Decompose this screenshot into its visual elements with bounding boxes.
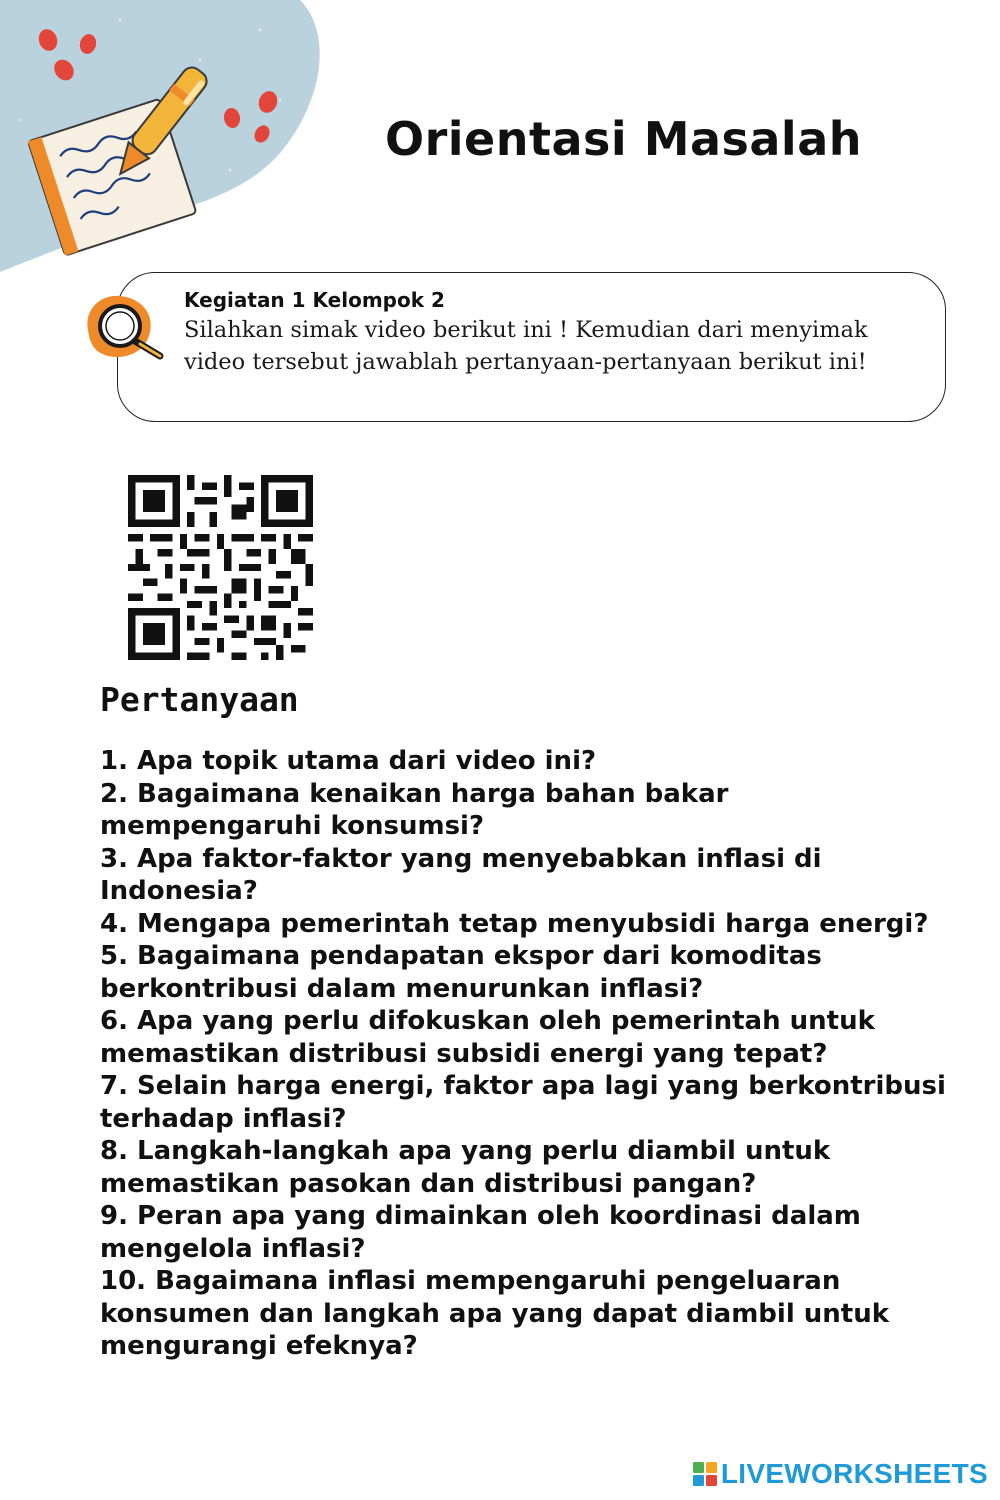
question-item: 4. Mengapa pemerintah tetap menyubsidi harga energi? [100, 908, 929, 939]
question-item: 1. Apa topik utama dari video ini? [100, 746, 597, 776]
activity-instructions: Silahkan simak video berikut ini ! Kemudian dari menyimak video tersebut jawablah pertanyaan-pertanyaan berikut ini! [184, 317, 868, 375]
brand-name: LIVEWORKSHEETS [720, 1458, 988, 1489]
questions-heading: Pertanyaan [100, 680, 299, 719]
question-item: 2. Bagaimana kenaikan harga bahan bakar mempengaruhi konsumsi? [100, 778, 729, 841]
magnifier-icon [80, 290, 175, 365]
question-item: 6. Apa yang perlu difokuskan oleh pemerintah untuk memastikan distribusi subsidi energi yang tepat? [100, 1006, 875, 1069]
question-item: 9. Peran apa yang dimainkan oleh koordinasi dalam mengelola inflasi? [100, 1201, 861, 1264]
question-item: 3. Apa faktor-faktor yang menyebabkan inflasi di Indonesia? [100, 843, 822, 906]
liveworksheets-logo-icon [693, 1462, 717, 1486]
question-item: 8. Langkah-langkah apa yang perlu diambil untuk memastikan pasokan dan distribusi pangan? [100, 1136, 831, 1199]
question-item: 10. Bagaimana inflasi mempengaruhi pengeluaran konsumen dan langkah apa yang dapat diambil untuk mengurangi efeknya? [100, 1266, 890, 1361]
question-item: 7. Selain harga energi, faktor apa lagi yang berkontribusi terhadap inflasi? [100, 1071, 946, 1134]
question-item: 5. Bagaimana pendapatan ekspor dari komoditas berkontribusi dalam menurunkan inflasi? [100, 941, 822, 1004]
questions-list [100, 745, 950, 1363]
activity-heading: Kegiatan 1 Kelompok 2 [184, 288, 445, 312]
page-title: Orientasi Masalah [385, 112, 862, 166]
qr-code-icon[interactable] [128, 475, 313, 660]
notebook-pen-icon [0, 0, 330, 280]
liveworksheets-brand[interactable] [693, 1458, 988, 1490]
